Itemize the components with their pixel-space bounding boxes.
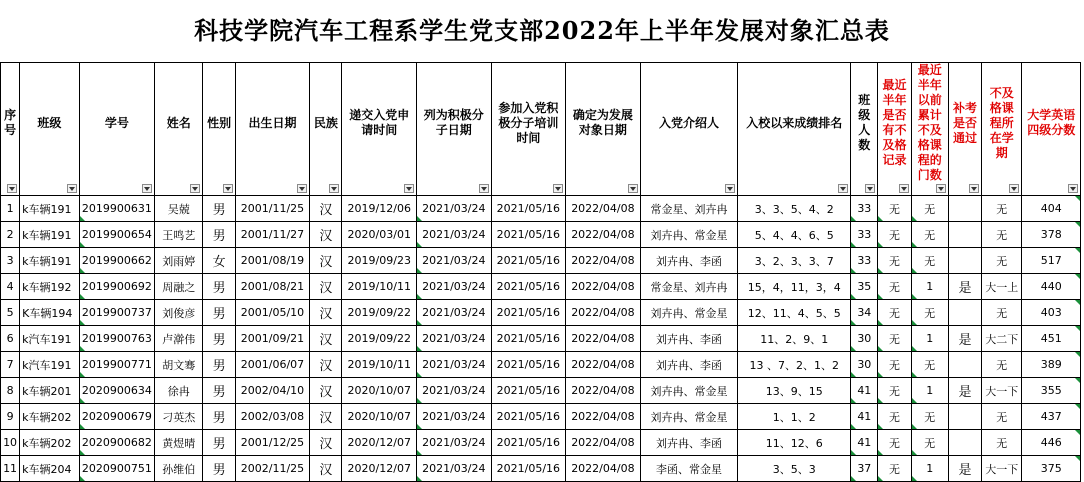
table-cell[interactable]: 2021/03/24: [417, 196, 492, 222]
column-header-label: 入校以来成绩排名: [746, 115, 843, 130]
table-cell[interactable]: 2019900654: [79, 222, 155, 248]
table-cell[interactable]: [948, 300, 981, 326]
table-cell[interactable]: k车辆202: [20, 430, 79, 456]
table-row: [1, 222, 1081, 248]
column-header: [342, 63, 417, 196]
table-cell[interactable]: 1: [911, 326, 948, 352]
table-cell[interactable]: 2019900631: [79, 196, 155, 222]
table-cell[interactable]: 2019900737: [79, 300, 155, 326]
column-header-label: 大学英语四级分数: [1027, 108, 1076, 137]
table-cell[interactable]: k车辆192: [20, 274, 79, 300]
table-cell[interactable]: 是: [948, 456, 981, 482]
table-cell[interactable]: k车辆202: [20, 404, 79, 430]
table-cell[interactable]: 2001/08/19: [235, 248, 310, 274]
table-cell[interactable]: 无: [878, 430, 911, 456]
table-cell[interactable]: 11、12、6: [738, 430, 851, 456]
table-cell[interactable]: 刘卉冉、李函: [640, 248, 738, 274]
table-cell[interactable]: [948, 248, 981, 274]
table-cell[interactable]: 2020900751: [79, 456, 155, 482]
table-cell[interactable]: 30: [851, 326, 878, 352]
table-cell[interactable]: 2022/04/08: [566, 352, 641, 378]
table-cell[interactable]: 孙维伯: [155, 456, 203, 482]
table-cell[interactable]: 34: [851, 300, 878, 326]
table-cell[interactable]: 刘卉冉、李函: [640, 430, 738, 456]
table-cell[interactable]: 41: [851, 430, 878, 456]
table-cell[interactable]: 2019/12/06: [342, 196, 417, 222]
table-cell[interactable]: 2001/05/10: [235, 300, 310, 326]
table-cell[interactable]: 是: [948, 274, 981, 300]
table-cell[interactable]: 男: [203, 352, 235, 378]
table-cell[interactable]: 13 、7、2、1、2: [738, 352, 851, 378]
table-cell[interactable]: 汉: [310, 326, 342, 352]
table-cell[interactable]: 2020/12/07: [342, 430, 417, 456]
table-row: [1, 378, 1081, 404]
column-header-label: 序号: [4, 108, 17, 137]
table-cell[interactable]: 1、1、2: [738, 404, 851, 430]
table-cell[interactable]: 无: [982, 196, 1022, 222]
filter-dropdown-icon[interactable]: [479, 184, 489, 193]
table-cell[interactable]: 12、11、4、5、5: [738, 300, 851, 326]
column-header: [911, 63, 948, 196]
table-cell[interactable]: 周融之: [155, 274, 203, 300]
table-cell[interactable]: [948, 430, 981, 456]
table-cell[interactable]: 2021/03/24: [417, 352, 492, 378]
column-header: [1022, 63, 1081, 196]
table-cell[interactable]: k车辆191: [20, 196, 79, 222]
filter-dropdown-icon[interactable]: [223, 184, 233, 193]
table-cell[interactable]: 常金星、刘卉冉: [640, 196, 738, 222]
column-header-label: 入党介绍人: [659, 115, 720, 130]
column-header: [79, 63, 155, 196]
table-cell[interactable]: 7: [1, 352, 20, 378]
table-cell[interactable]: 无: [982, 352, 1022, 378]
table-cell[interactable]: 无: [878, 378, 911, 404]
table-cell[interactable]: 2001/12/25: [235, 430, 310, 456]
table-cell[interactable]: 2001/11/27: [235, 222, 310, 248]
table-cell[interactable]: 2001/06/07: [235, 352, 310, 378]
table-cell[interactable]: 2022/04/08: [566, 196, 641, 222]
column-header: [878, 63, 911, 196]
table-cell[interactable]: 无: [878, 352, 911, 378]
table-cell[interactable]: 33: [851, 196, 878, 222]
table-cell[interactable]: 2019/10/11: [342, 274, 417, 300]
filter-dropdown-icon[interactable]: [725, 184, 735, 193]
table-body: [1, 196, 1081, 482]
table-row: [1, 352, 1081, 378]
table-cell[interactable]: 2021/03/24: [417, 248, 492, 274]
filter-dropdown-icon[interactable]: [7, 184, 17, 193]
table-cell[interactable]: 375: [1022, 456, 1081, 482]
table-cell[interactable]: 吴兢: [155, 196, 203, 222]
table-cell[interactable]: 3、3、5、4、2: [738, 196, 851, 222]
table-cell[interactable]: 2001/11/25: [235, 196, 310, 222]
table-cell[interactable]: 2020900682: [79, 430, 155, 456]
table-cell[interactable]: 11、2、9、1: [738, 326, 851, 352]
table-cell[interactable]: K车辆194: [20, 300, 79, 326]
table-cell[interactable]: 2021/05/16: [491, 352, 566, 378]
table-cell[interactable]: 2022/04/08: [566, 430, 641, 456]
table-cell[interactable]: 440: [1022, 274, 1081, 300]
table-cell[interactable]: 37: [851, 456, 878, 482]
table-cell[interactable]: 无: [911, 430, 948, 456]
table-cell[interactable]: 无: [878, 222, 911, 248]
table-cell[interactable]: 无: [911, 248, 948, 274]
column-header-label: 学号: [104, 115, 129, 130]
table-cell[interactable]: 2019900662: [79, 248, 155, 274]
table-cell[interactable]: 刁英杰: [155, 404, 203, 430]
table-cell[interactable]: 无: [878, 248, 911, 274]
table-cell[interactable]: 2021/05/16: [491, 404, 566, 430]
table-cell[interactable]: [948, 352, 981, 378]
table-cell[interactable]: 2021/03/24: [417, 378, 492, 404]
table-cell[interactable]: 刘卉冉、常金星: [640, 404, 738, 430]
table-cell[interactable]: k车辆204: [20, 456, 79, 482]
column-header: [566, 63, 641, 196]
table-cell[interactable]: 无: [911, 196, 948, 222]
filter-dropdown-icon[interactable]: [1068, 184, 1078, 193]
table-cell[interactable]: 404: [1022, 196, 1081, 222]
column-header: [738, 63, 851, 196]
table-cell[interactable]: 2019900763: [79, 326, 155, 352]
table-cell[interactable]: 378: [1022, 222, 1081, 248]
table-cell[interactable]: 5: [1, 300, 20, 326]
table-cell[interactable]: 王鸣艺: [155, 222, 203, 248]
table-cell[interactable]: 30: [851, 352, 878, 378]
table-row: [1, 196, 1081, 222]
table-cell[interactable]: 2021/05/16: [491, 430, 566, 456]
table-cell[interactable]: 无: [982, 248, 1022, 274]
column-header: [417, 63, 492, 196]
table-cell[interactable]: [948, 404, 981, 430]
table-row: [1, 248, 1081, 274]
table-cell[interactable]: 汉: [310, 456, 342, 482]
table-cell[interactable]: 13、9、15: [738, 378, 851, 404]
column-header-label: 最近半年是否有不及格记录: [882, 78, 907, 167]
column-header-label: 确定为发展对象日期: [572, 108, 633, 137]
table-cell[interactable]: 大一上: [982, 274, 1022, 300]
table-cell[interactable]: 男: [203, 222, 235, 248]
filter-dropdown-icon[interactable]: [865, 184, 875, 193]
column-header: [20, 63, 79, 196]
table-cell[interactable]: 3、2、3、3、7: [738, 248, 851, 274]
table-cell[interactable]: 男: [203, 274, 235, 300]
table-cell[interactable]: 2021/03/24: [417, 300, 492, 326]
column-header-label: 班级: [37, 115, 62, 130]
table-cell[interactable]: [948, 222, 981, 248]
table-cell[interactable]: 女: [203, 248, 235, 274]
table-cell[interactable]: 2020900679: [79, 404, 155, 430]
table-cell[interactable]: 35: [851, 274, 878, 300]
filter-dropdown-icon[interactable]: [190, 184, 200, 193]
column-header-label: 参加入党积极分子培训时间: [498, 100, 559, 145]
table-cell[interactable]: 437: [1022, 404, 1081, 430]
column-header-label: 不及格课程所在学期: [989, 85, 1014, 160]
table-cell[interactable]: 刘雨婷: [155, 248, 203, 274]
table-cell[interactable]: 2021/05/16: [491, 300, 566, 326]
table-cell[interactable]: 2022/04/08: [566, 222, 641, 248]
table-row: [1, 326, 1081, 352]
table-cell[interactable]: k车辆191: [20, 248, 79, 274]
table-cell[interactable]: 2019/10/11: [342, 352, 417, 378]
table-cell[interactable]: 2019900771: [79, 352, 155, 378]
filter-dropdown-icon[interactable]: [899, 184, 909, 193]
table-cell[interactable]: 无: [878, 404, 911, 430]
table-cell[interactable]: 2019900692: [79, 274, 155, 300]
table-cell[interactable]: 2020900634: [79, 378, 155, 404]
sheet-title: 科技学院汽车工程系学生党支部2022年上半年发展对象汇总表: [194, 16, 890, 45]
column-header-label: 出生日期: [248, 115, 297, 130]
table-cell[interactable]: 355: [1022, 378, 1081, 404]
table-cell[interactable]: 2022/04/08: [566, 248, 641, 274]
table-cell[interactable]: 汉: [310, 274, 342, 300]
filter-dropdown-icon[interactable]: [404, 184, 414, 193]
table-cell[interactable]: 6: [1, 326, 20, 352]
table-cell[interactable]: 是: [948, 378, 981, 404]
table-cell[interactable]: 403: [1022, 300, 1081, 326]
filter-dropdown-icon[interactable]: [329, 184, 339, 193]
table-cell[interactable]: 2022/04/08: [566, 456, 641, 482]
table-row: [1, 404, 1081, 430]
table-cell[interactable]: 33: [851, 222, 878, 248]
table-cell[interactable]: 男: [203, 326, 235, 352]
table-cell[interactable]: 男: [203, 404, 235, 430]
table-cell[interactable]: 2021/05/16: [491, 274, 566, 300]
column-header: [640, 63, 738, 196]
table-cell[interactable]: 男: [203, 456, 235, 482]
column-header: [851, 63, 878, 196]
column-header-label: 最近半年以前累计不及格课程的门数: [917, 63, 942, 182]
table-cell[interactable]: 徐冉: [155, 378, 203, 404]
table-cell[interactable]: 8: [1, 378, 20, 404]
table-cell[interactable]: 2: [1, 222, 20, 248]
table-cell[interactable]: 2022/04/08: [566, 300, 641, 326]
table-cell[interactable]: 2020/03/01: [342, 222, 417, 248]
table-cell[interactable]: 汉: [310, 430, 342, 456]
column-header-label: 补考是否通过: [953, 100, 978, 145]
table-cell[interactable]: 无: [878, 300, 911, 326]
table-cell[interactable]: 11: [1, 456, 20, 482]
table-cell[interactable]: 2022/04/08: [566, 404, 641, 430]
table-cell[interactable]: 9: [1, 404, 20, 430]
table-cell[interactable]: 2019/09/23: [342, 248, 417, 274]
table-cell[interactable]: k汽车191: [20, 326, 79, 352]
table-cell[interactable]: 1: [911, 274, 948, 300]
table-cell[interactable]: 2022/04/08: [566, 326, 641, 352]
filter-dropdown-icon[interactable]: [969, 184, 979, 193]
column-header: [982, 63, 1022, 196]
table-cell[interactable]: 2021/03/24: [417, 326, 492, 352]
table-cell[interactable]: 李函、常金星: [640, 456, 738, 482]
table-row: [1, 274, 1081, 300]
column-header-label: 民族: [313, 115, 338, 130]
table-cell[interactable]: 2002/03/08: [235, 404, 310, 430]
table-cell[interactable]: 451: [1022, 326, 1081, 352]
column-header: [948, 63, 981, 196]
table-cell[interactable]: 33: [851, 248, 878, 274]
table-cell[interactable]: 刘卉冉、常金星: [640, 300, 738, 326]
column-header-label: 姓名: [166, 115, 191, 130]
table-cell[interactable]: 汉: [310, 378, 342, 404]
table-cell[interactable]: 无: [982, 222, 1022, 248]
table-cell[interactable]: 15，4，11，3，4: [738, 274, 851, 300]
table-cell[interactable]: 无: [911, 404, 948, 430]
filter-dropdown-icon[interactable]: [142, 184, 152, 193]
table-cell[interactable]: 389: [1022, 352, 1081, 378]
table-cell[interactable]: 2002/04/10: [235, 378, 310, 404]
table-cell[interactable]: 517: [1022, 248, 1081, 274]
table-cell[interactable]: 2021/03/24: [417, 222, 492, 248]
table-cell[interactable]: 大一下: [982, 378, 1022, 404]
table-cell[interactable]: 10: [1, 430, 20, 456]
table-cell[interactable]: 2020/10/07: [342, 404, 417, 430]
table-cell[interactable]: 446: [1022, 430, 1081, 456]
table-cell[interactable]: 5、4、4、6、5: [738, 222, 851, 248]
table-cell[interactable]: 黄煜晴: [155, 430, 203, 456]
table-cell[interactable]: 2021/05/16: [491, 326, 566, 352]
table-cell[interactable]: 刘卉冉、李函: [640, 352, 738, 378]
table-cell[interactable]: 大一下: [982, 456, 1022, 482]
filter-dropdown-icon[interactable]: [67, 184, 77, 193]
table-cell[interactable]: 无: [878, 274, 911, 300]
table-cell[interactable]: 2001/09/21: [235, 326, 310, 352]
table-cell[interactable]: 2021/03/24: [417, 274, 492, 300]
table-cell[interactable]: 1: [1, 196, 20, 222]
table-cell[interactable]: 男: [203, 378, 235, 404]
table-cell[interactable]: 无: [878, 196, 911, 222]
filter-dropdown-icon[interactable]: [1009, 184, 1019, 193]
table-cell[interactable]: 男: [203, 300, 235, 326]
table-cell[interactable]: 刘卉冉、常金星: [640, 222, 738, 248]
table-cell[interactable]: k车辆201: [20, 378, 79, 404]
table-cell[interactable]: 2021/05/16: [491, 222, 566, 248]
table-cell[interactable]: 男: [203, 430, 235, 456]
column-header: [491, 63, 566, 196]
table-cell[interactable]: 无: [878, 326, 911, 352]
table-cell[interactable]: 2020/10/07: [342, 378, 417, 404]
summary-table: [0, 62, 1081, 482]
table-cell[interactable]: 2002/11/25: [235, 456, 310, 482]
table-cell[interactable]: 2019/09/22: [342, 300, 417, 326]
filter-dropdown-icon[interactable]: [936, 184, 946, 193]
table-cell[interactable]: 2021/05/16: [491, 248, 566, 274]
column-header: [155, 63, 203, 196]
table-cell[interactable]: 无: [911, 300, 948, 326]
table-cell[interactable]: 无: [911, 222, 948, 248]
column-header-label: 列为积极分子日期: [423, 108, 484, 137]
filter-dropdown-icon[interactable]: [838, 184, 848, 193]
table-cell[interactable]: 3: [1, 248, 20, 274]
column-header-label: 性别: [207, 115, 232, 130]
filter-dropdown-icon[interactable]: [297, 184, 307, 193]
table-cell[interactable]: 2019/09/22: [342, 326, 417, 352]
table-cell[interactable]: 汉: [310, 404, 342, 430]
table-cell[interactable]: 汉: [310, 248, 342, 274]
table-cell[interactable]: 刘卉冉、李函: [640, 326, 738, 352]
column-header-label: 班级人数: [858, 93, 871, 152]
table-cell[interactable]: 汉: [310, 222, 342, 248]
table-cell[interactable]: 2021/03/24: [417, 404, 492, 430]
table-cell[interactable]: 汉: [310, 300, 342, 326]
column-header: [203, 63, 235, 196]
table-cell[interactable]: [948, 196, 981, 222]
table-cell[interactable]: k车辆191: [20, 222, 79, 248]
table-cell[interactable]: 汉: [310, 196, 342, 222]
table-cell[interactable]: 3、5、3: [738, 456, 851, 482]
column-header: [310, 63, 342, 196]
table-cell[interactable]: 刘俊彦: [155, 300, 203, 326]
table-cell[interactable]: 2021/05/16: [491, 456, 566, 482]
table-cell[interactable]: 2021/03/24: [417, 456, 492, 482]
table-cell[interactable]: 胡文骞: [155, 352, 203, 378]
table-cell[interactable]: 无: [982, 404, 1022, 430]
table-cell[interactable]: 刘卉冉、常金星: [640, 378, 738, 404]
table-cell[interactable]: 41: [851, 378, 878, 404]
filter-dropdown-icon[interactable]: [553, 184, 563, 193]
table-cell[interactable]: 是: [948, 326, 981, 352]
table-cell[interactable]: 41: [851, 404, 878, 430]
table-row: [1, 300, 1081, 326]
table-cell[interactable]: 汉: [310, 352, 342, 378]
table-cell[interactable]: k汽车191: [20, 352, 79, 378]
table-cell[interactable]: 1: [911, 456, 948, 482]
header-row: [1, 63, 1081, 196]
table-cell[interactable]: 2021/05/16: [491, 196, 566, 222]
table-cell[interactable]: 2022/04/08: [566, 378, 641, 404]
table-cell[interactable]: 2021/03/24: [417, 430, 492, 456]
table-cell[interactable]: 2021/05/16: [491, 378, 566, 404]
column-header-label: 递交入党申请时间: [349, 108, 410, 137]
table-cell[interactable]: 无: [982, 430, 1022, 456]
table-cell[interactable]: 2001/08/21: [235, 274, 310, 300]
table-cell[interactable]: 2022/04/08: [566, 274, 641, 300]
table-cell[interactable]: 常金星、刘卉冉: [640, 274, 738, 300]
table-cell[interactable]: 2020/12/07: [342, 456, 417, 482]
column-header: [235, 63, 310, 196]
table-cell[interactable]: 无: [982, 300, 1022, 326]
table-row: [1, 430, 1081, 456]
column-header: [1, 63, 20, 196]
table-cell[interactable]: 无: [878, 456, 911, 482]
table-cell[interactable]: 卢澣伟: [155, 326, 203, 352]
table-cell[interactable]: 4: [1, 274, 20, 300]
filter-dropdown-icon[interactable]: [628, 184, 638, 193]
table-cell[interactable]: 男: [203, 196, 235, 222]
table-cell[interactable]: 1: [911, 378, 948, 404]
table-cell[interactable]: 大二下: [982, 326, 1022, 352]
table-cell[interactable]: 无: [911, 352, 948, 378]
